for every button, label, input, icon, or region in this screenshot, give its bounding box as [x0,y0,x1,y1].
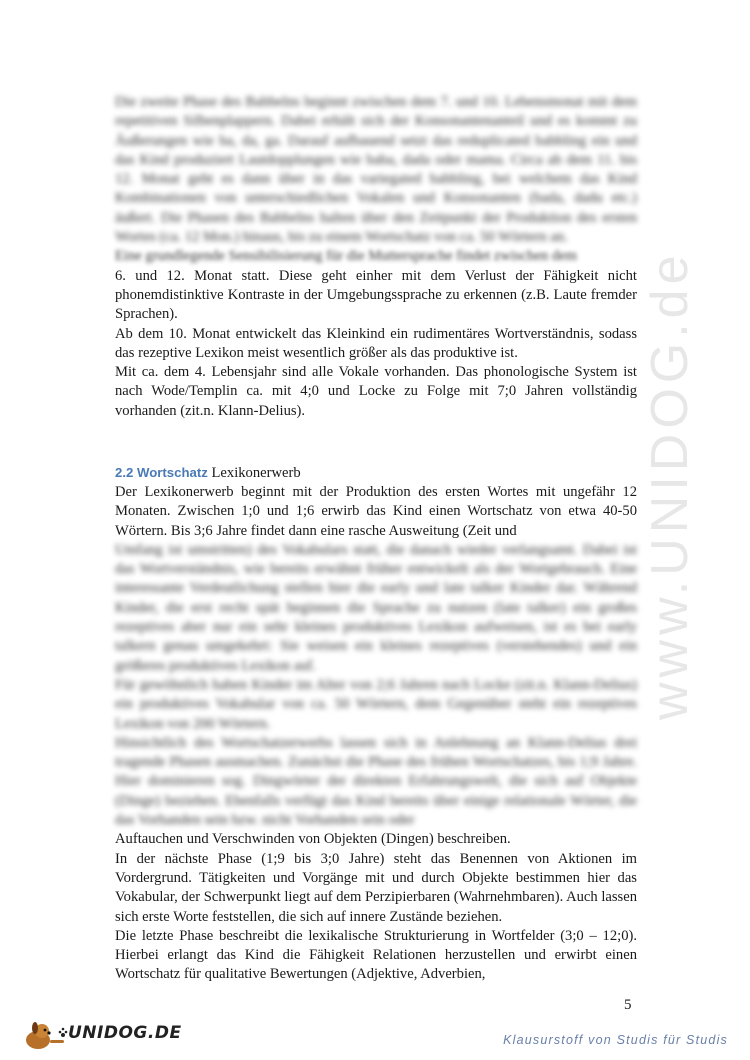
page-number: 5 [624,997,632,1013]
logo-text: UNIDOG.DE [68,1023,182,1043]
paragraph-wortverstaendnis: Ab dem 10. Monat entwickelt das Kleinkind ein rudimentäres Wortverständnis, sodass das rezeptive Lexikon meist wesentlich größer als das produktive ist. [115,325,637,361]
paragraph-sensibilisierung: 6. und 12. Monat statt. Diese geht einher mit dem Verlust der Fähigkeit nicht phonemdistinktive Kontraste in der Umgebungssprache zu erkennen (z.B. Laute fremder Sprachen). [115,267,637,323]
blurred-intro: Die zweite Phase des Babbelns beginnt zwischen dem 7. und 10. Lebensmonat mit dem repetitiven Silbenplappern. Dabei erhält sich der Konsonantenanteil und es kommt zu Äußerungen wie ba, da, ga. Darauf aufbauend setzt das reduplicated babbling ein und das Kind produziert Lautdopplungen wie baba, dada oder mama. Circa ab dem 11. bis 12. Monat geht es dann über in das variegated babbling, bei welchem das Kind Kombinationen von unterschiedlichen Vokalen und Konsonanten (bada, dadu etc.) äußert. Die Phasen des Babbelns halten über den Zeitpunkt der Produktion des ersten Wortes (ca. 12 Mon.) hinaus, bis zu einem Wortschatz von ca. 50 Wörtern an. [115,94,637,246]
paragraph-objekte: Auftauchen und Verschwinden von Objekten (Dingen) beschreiben. [115,831,511,848]
section-lexikonerwerb [115,463,637,985]
unidog-logo [20,1020,182,1052]
text-block-top [115,93,637,421]
section-heading-number: 2.2 Wortschatz [115,465,208,480]
blurred-middle-3: Hinsichtlich des Wortschatzerwerbs lassen sich in Anlehnung an Klann-Delius drei tragende Phasen ausmachen. Zunächst die Phase des frühen Wortschatzes, bis 1;9 Jahre. Hier dominieren sog. Dingwörter der direkten Erfahrungswelt, die sich auf Objekte (Dinge) beziehen. Ebenfalls verfügt das Kind bereits über einige relationale Wörter, die das Vorhanden sein bzw. nicht Vorhanden sein oder [115,734,637,829]
section-heading [115,463,637,483]
watermark: www.UNIDOG.de [641,250,699,720]
paragraph-letzte-phase: Die letzte Phase beschreibt die lexikalische Strukturierung in Wortfelder (3;0 – 12;0). Hierbei erlangt das Kind die Fähigkeit Relationen herzustellen und erwirbt einen Wortschatz für qualitative Bewertungen (Adjektive, Adverbien, [115,927,637,983]
dog-icon [20,1020,68,1052]
paragraph-vokale: Mit ca. dem 4. Lebensjahr sind alle Vokale vorhanden. Das phonologische System ist nach Wode/Templin ca. mit 4;0 und Locke zu Folge mit 7;0 Jahren vollständig vorhanden (zit.n. Klann-Delius). [115,364,637,419]
paragraph-naechste-phase: In der nächste Phase (1;9 bis 3;0 Jahre) steht das Benennen von Aktionen im Vordergrund. Tätigkeiten und Vorgänge mit und durch Objekte bestimmen hier das Vokabular, der Schwerpunkt liegt auf dem Perzipierbaren (Wahrnehmbaren). Auch lassen sich erste Worte feststellen, die sich auf innere Zustände beziehen. [115,850,637,925]
blurred-middle-1: Umfang ist umstritten) des Vokabulars statt, die danach wieder verlangsamt. Dabei ist das Wortverständnis, wie bereits erwähnt früher entwickelt als der Wortgebrauch. Eine interessante Verdeutlichung stellen hier die early und late talker Kinder dar. Während Kinder, die erst recht spät beginnen die Sprache zu nutzen (late talker) ein großes rezeptives aber nur ein sehr kleines produktives Lexikon aufweisen, ist es bei early talkern genau umgekehrt: Sie weisen ein kleines rezeptives (verstehendes) und ein größeres produktives Lexikon auf. [115,541,637,674]
footer-slogan: Klausurstoff von Studis für Studis [503,1033,728,1047]
blurred-middle-2: Für gewöhnlich haben Kinder im Alter von 2;6 Jahren nach Locke (zit.n. Klann-Delius) ein produktives Vokabular von ca. 50 Wörtern, dem Gegenüber steht ein rezeptives Lexikon von 200 Wörtern. [115,676,637,732]
paragraph-lexikonerwerb: Der Lexikonerwerb beginnt mit der Produktion des ersten Wortes mit ungefähr 12 Monaten. Zwischen 1;0 und 1;6 erwirb das Kind einen Wortschatz von etwa 40-50 Wörtern. Bis 3;6 Jahre findet dann eine rasche Ausweitung (Zeit und [115,484,637,539]
blurred-intro-tail: Eine grundlegende Sensibilisierung für die Muttersprache findet zwischen dem [115,248,577,265]
section-heading-title: Lexikonerwerb [211,465,301,481]
